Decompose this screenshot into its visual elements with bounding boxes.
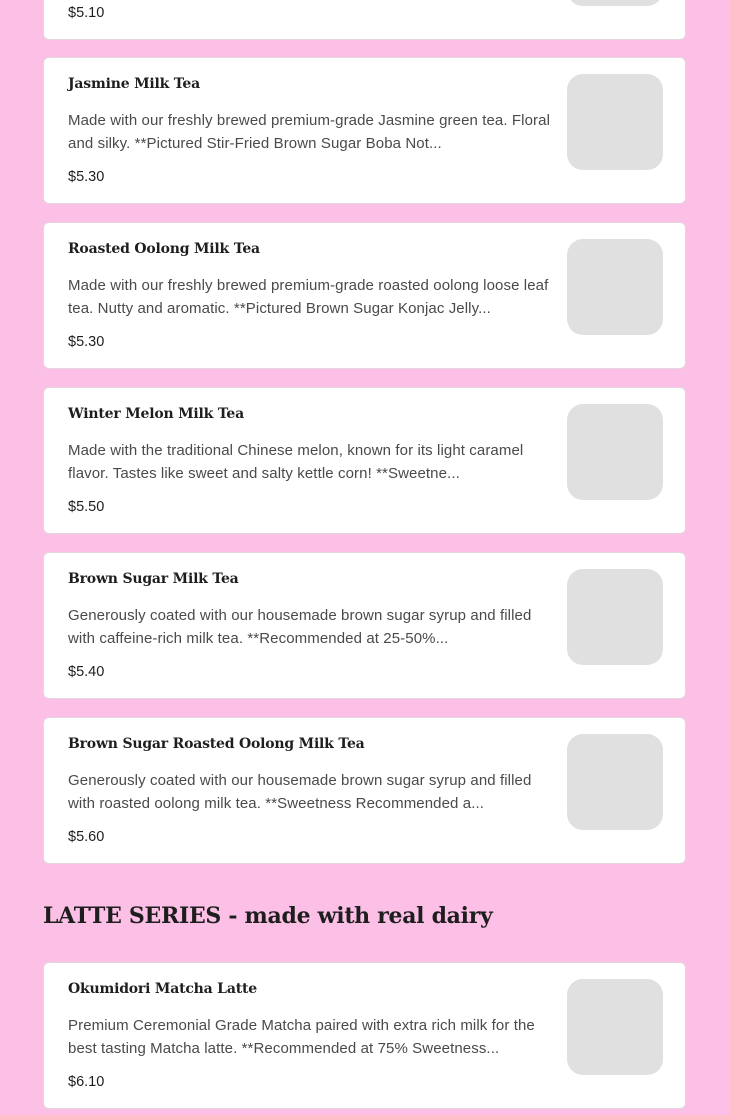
item-image-placeholder — [567, 569, 663, 665]
item-image-placeholder — [567, 734, 663, 830]
section-heading-latte-series: LATTE SERIES - made with real dairy — [43, 903, 493, 929]
item-image-placeholder — [567, 979, 663, 1075]
item-title: Roasted Oolong Milk Tea — [68, 241, 260, 257]
menu-item-card[interactable] — [43, 222, 686, 369]
item-title: Winter Melon Milk Tea — [68, 406, 245, 422]
item-price: $5.50 — [68, 499, 105, 515]
item-price: $5.30 — [68, 334, 105, 350]
item-title: Brown Sugar Milk Tea — [68, 571, 239, 587]
item-price: $5.10 — [68, 5, 105, 21]
item-title: Jasmine Milk Tea — [68, 76, 200, 92]
item-price: $6.10 — [68, 1074, 105, 1090]
item-description: Made with our freshly brewed premium-grade Jasmine green tea. Floral and silky. **Pictured Stir-Fried Brown Sugar Boba Not... — [68, 112, 551, 152]
item-image-placeholder — [567, 74, 663, 170]
menu-item-card[interactable] — [43, 552, 686, 699]
item-description: Made with our freshly brewed premium-grade roasted oolong loose leaf tea. Nutty and aromatic. **Pictured Brown Sugar Konjac Jelly... — [68, 277, 549, 317]
item-price: $5.40 — [68, 664, 105, 680]
item-description: Made with the traditional Chinese melon, known for its light caramel flavor. Tastes like sweet and salty kettle corn! **Sweetne... — [68, 442, 524, 482]
item-description: Premium Ceremonial Grade Matcha paired with extra rich milk for the best tasting Matcha latte. **Recommended at 75% Sweetness... — [68, 1017, 535, 1057]
item-title: Brown Sugar Roasted Oolong Milk Tea — [68, 736, 365, 752]
menu-item-card[interactable] — [43, 962, 686, 1109]
menu-item-card[interactable] — [43, 387, 686, 534]
item-image-placeholder — [567, 404, 663, 500]
item-price: $5.60 — [68, 829, 105, 845]
item-description: Generously coated with our housemade brown sugar syrup and filled with roasted oolong milk tea. **Sweetness Recommended a... — [68, 772, 532, 812]
menu-item-card-previous[interactable] — [43, 0, 686, 40]
item-description: Generously coated with our housemade brown sugar syrup and filled with caffeine-rich milk tea. **Recommended at 25-50%... — [68, 607, 532, 647]
menu-item-card[interactable] — [43, 717, 686, 864]
item-image-placeholder — [567, 0, 663, 6]
item-image-placeholder — [567, 239, 663, 335]
menu-item-card[interactable] — [43, 57, 686, 204]
item-title: Okumidori Matcha Latte — [68, 981, 257, 997]
item-price: $5.30 — [68, 169, 105, 185]
